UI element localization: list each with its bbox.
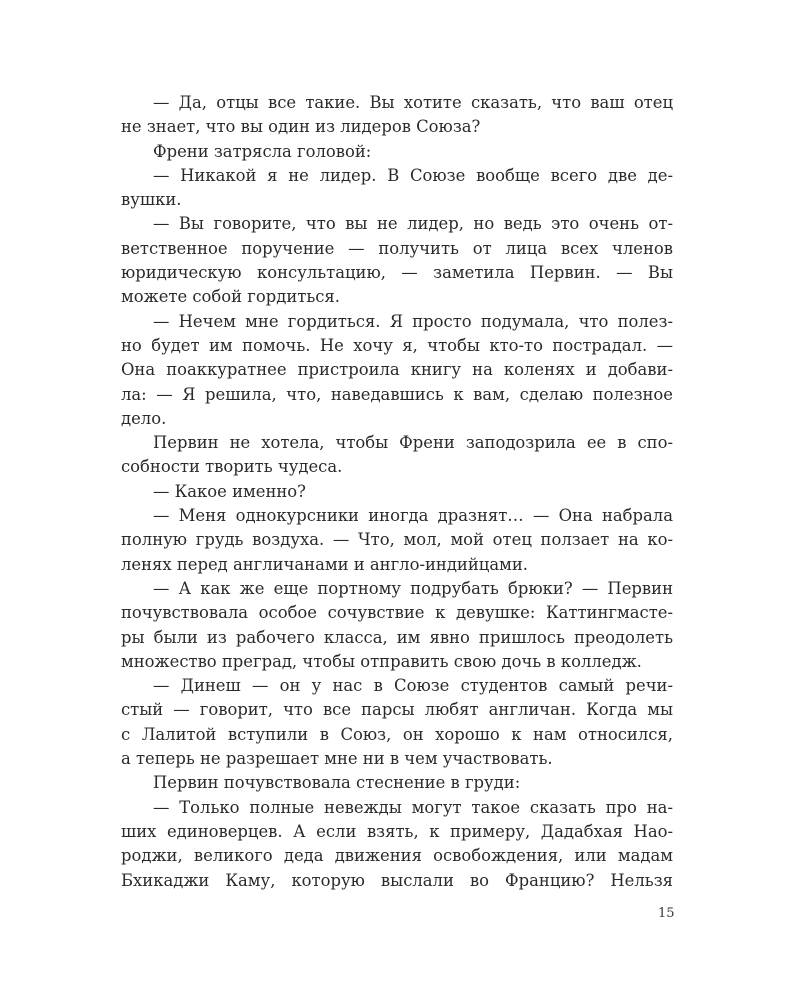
text-line: почувствовала особое сочувствие к девушке: Каттингмасте- bbox=[121, 603, 673, 623]
text-line: но будет им помочь. Не хочу я, чтобы кто-то пострадал. — bbox=[121, 335, 673, 355]
text-line: Бхикаджи Каму, которую выслали во Францию? Нельзя bbox=[121, 870, 673, 890]
text-line: ветственное поручение — получить от лица всех членов bbox=[121, 238, 673, 258]
text-line: — А как же еще портному подрубать брюки? — Первин bbox=[153, 578, 673, 598]
text-line: — Вы говорите, что вы не лидер, но ведь это очень от- bbox=[153, 214, 673, 234]
text-line: дело. bbox=[121, 408, 167, 428]
text-line: полную грудь воздуха. — Что, мол, мой отец ползает на ко- bbox=[121, 530, 673, 550]
text-line: Френи затрясла головой: bbox=[153, 141, 372, 161]
text-line: — Какое именно? bbox=[153, 481, 306, 501]
page-body-text bbox=[121, 91, 673, 893]
text-line: собности творить чудеса. bbox=[121, 457, 343, 477]
text-line: роджи, великого деда движения освобождения, или мадам bbox=[121, 846, 673, 866]
text-line: вушки. bbox=[121, 190, 182, 210]
text-line: ленях перед англичанами и англо-индийцами. bbox=[121, 554, 528, 574]
text-line: Первин не хотела, чтобы Френи заподозрила ее в спо- bbox=[153, 433, 673, 453]
text-line: можете собой гордиться. bbox=[121, 287, 340, 307]
page-number: 15 bbox=[658, 906, 675, 921]
text-line: а теперь не разрешает мне ни в чем участвовать. bbox=[121, 749, 553, 769]
text-line: — Да, отцы все такие. Вы хотите сказать, что ваш отец bbox=[153, 93, 673, 112]
text-line: множество преград, чтобы отправить свою дочь в колледж. bbox=[121, 651, 642, 671]
text-line: стый — говорит, что все парсы любят англичан. Когда мы bbox=[121, 700, 673, 720]
text-line: Она поаккуратнее пристроила книгу на коленях и добави- bbox=[121, 360, 673, 380]
text-line: ших единоверцев. А если взять, к примеру, Дадабхая Нао- bbox=[121, 821, 673, 841]
text-line: не знает, что вы один из лидеров Союза? bbox=[121, 117, 481, 137]
text-line: — Только полные невежды могут такое сказать про на- bbox=[153, 797, 673, 817]
text-line: — Никакой я не лидер. В Союзе вообще всего две де- bbox=[153, 165, 673, 185]
text-line: с Лалитой вступили в Союз, он хорошо к нам относился, bbox=[121, 724, 673, 744]
text-line: — Меня однокурсники иногда дразнят… — Она набрала bbox=[153, 506, 673, 526]
text-line: ла: — Я решила, что, наведавшись к вам, сделаю полезное bbox=[121, 384, 673, 404]
text-line: — Нечем мне гордиться. Я просто подумала, что полез- bbox=[153, 311, 673, 331]
text-line: — Динеш — он у нас в Союзе студентов самый речи- bbox=[153, 676, 673, 696]
text-line: Первин почувствовала стеснение в груди: bbox=[153, 773, 521, 793]
text-line: юридическую консультацию, — заметила Первин. — Вы bbox=[121, 263, 673, 283]
text-line: ры были из рабочего класса, им явно пришлось преодолеть bbox=[121, 627, 673, 647]
